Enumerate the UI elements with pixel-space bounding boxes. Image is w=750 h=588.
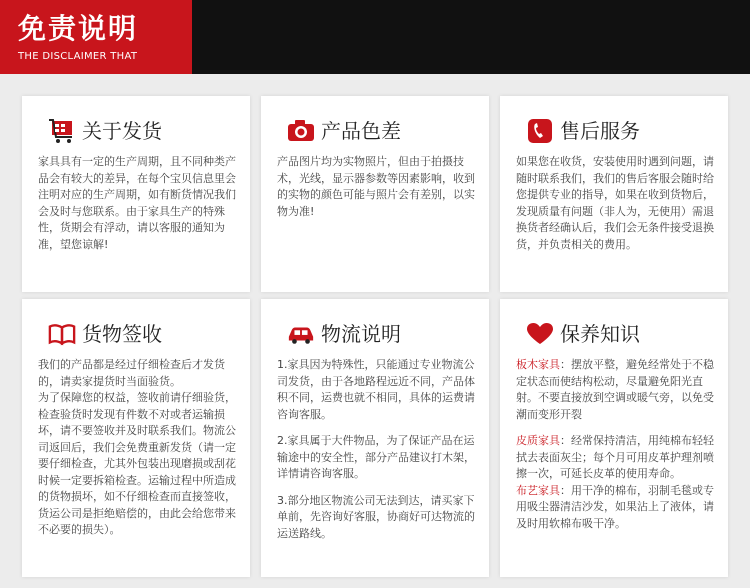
card-after-sales — [500, 96, 728, 292]
card-color-difference — [261, 96, 489, 292]
card-text: 如果您在收货，安装使用时遇到问题，请随时联系我们，我们的售后客服会随时给您提供专业的指导，如果在收到货物后，发现质量有问题（非人为，无使用）需退换货者经确认后，我们会无条件接受退换货，并负责相关的费用。 — [516, 155, 714, 251]
care-item — [516, 433, 716, 483]
card-logistics — [261, 299, 489, 577]
card-body — [277, 154, 477, 220]
phone-icon — [526, 118, 554, 144]
card-body — [516, 357, 716, 532]
care-item-label: 皮质家具 — [516, 434, 560, 447]
card-shipping — [22, 96, 250, 292]
header-bar — [0, 0, 750, 74]
car-icon — [287, 321, 315, 347]
heart-icon — [526, 321, 554, 347]
card-text: 为了保障您的权益，签收前请仔细验货，检查验货时发现有件数不对或者运输损坏，请不要签收并及时联系我们。物流公司返回后，我们会免费重新发货（请一定要仔细检查，尤其外包装出现磨损或刮花时候一定要拆箱检查。运输过程中所造成的货物损坏，如不仔细检查而直接签收，货运公司是拒绝赔偿的，由此会给您带来不必要的损失）。 — [38, 391, 236, 536]
card-title: 产品色差 — [321, 119, 401, 143]
care-item — [516, 483, 716, 533]
care-item-label: 布艺家具 — [516, 483, 560, 497]
card-text: 我们的产品都是经过仔细检查后才发货的，请卖家提货时当面验货。 — [38, 358, 225, 388]
care-item-text: ：经常保持清洁，用纯棉布轻轻拭去表面灰尘；每个月可用皮革护理剂喷擦一次，可延长皮革的使用寿命。 — [516, 434, 714, 480]
card-title: 物流说明 — [321, 322, 401, 346]
card-body — [277, 357, 477, 542]
shopping-cart-icon — [48, 118, 76, 144]
care-item-label: 板木家具 — [516, 358, 560, 371]
card-text: 产品图片均为实物照片，但由于拍摄技术，光线，显示器参数等因素影响，收到的实物的颜色可能与照片会有差别，以实物为准! — [277, 155, 475, 218]
care-item — [516, 357, 716, 423]
card-delivery-signing — [22, 299, 250, 577]
card-title: 售后服务 — [560, 119, 640, 143]
card-body — [516, 154, 716, 253]
card-text: 1.家具因为特殊性，只能通过专业物流公司发货，由于各地路程远近不同，产品体积不同，运费也就不相同，具体的运费请咨询客服。 — [277, 358, 475, 421]
card-maintenance — [500, 299, 728, 577]
card-title: 关于发货 — [82, 119, 162, 143]
camera-icon — [287, 118, 315, 144]
header-title-block — [0, 0, 192, 74]
card-body — [38, 357, 238, 539]
care-item-text: ：用干净的棉布，羽制毛毯或专用吸尘器清洁沙发，如果沾上了液体，请及时用软棉布吸干净。 — [516, 483, 714, 530]
page-subtitle: THE DISCLAIMER THAT — [18, 51, 138, 62]
card-text: 2.家具属于大件物品，为了保证产品在运输途中的安全性，部分产品建议打木架，详情请咨询客服。 — [277, 434, 475, 480]
book-icon — [48, 321, 76, 347]
card-title: 保养知识 — [560, 322, 640, 346]
card-text: 家具具有一定的生产周期，且不同种类产品会有较大的差异，在每个宝贝信息里会注明对应的生产周期，如有断货情况我们会及时与您联系。由于家具生产的特殊性，货期会有浮动，请以客服的通知为准，望您谅解! — [38, 155, 236, 251]
care-item-text: ：摆放平整，避免经常处于不稳定状态而使结构松动，尽量避免阳光直射。不要直接放到空调或暖气旁，以免受潮而变形开裂 — [516, 358, 714, 421]
card-body — [38, 154, 238, 253]
card-text: 3.部分地区物流公司无法到达，请买家下单前，先咨询好客服，协商好可达物流的运送路线。 — [277, 493, 475, 540]
page-title: 免责说明 — [18, 12, 139, 45]
card-title: 货物签收 — [82, 322, 162, 346]
